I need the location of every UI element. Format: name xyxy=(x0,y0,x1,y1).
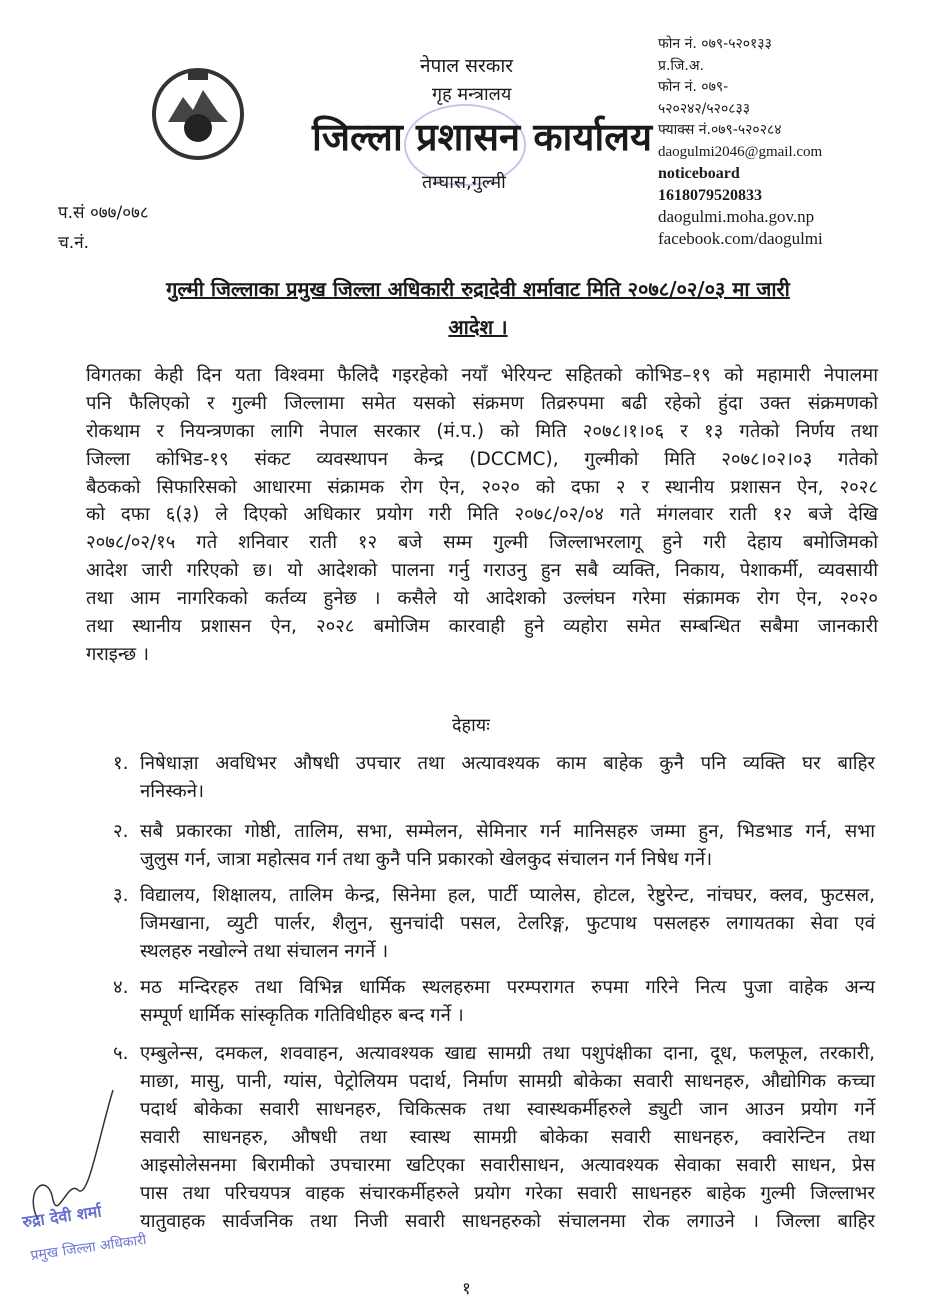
body-line: २०७८/०२/१५ गते शनिवार राती १२ बजे सम्म गुल्मी जिल्लाभरलागू हुने गरी देहाय बमोजिमको xyxy=(86,532,878,553)
body-line: पनि फैलिएको र गुल्मी जिल्लामा समेत यसको संक्रमण तिव्ररुपमा बढी रहेको हुंदा उक्त संक्रमणको xyxy=(86,393,878,414)
email: daogulmi2046@gmail.com xyxy=(658,143,823,160)
item-line: एम्बुलेन्स, दमकल, शववाहन, अत्यावश्यक खाद्य सामग्री तथा पशुपंक्षीका दाना, दूध, फलफूल, तरकारी, xyxy=(140,1043,875,1064)
item-line: स्थलहरु नखोल्ने तथा संचालन नगर्ने । xyxy=(140,941,389,962)
item-number: ४. xyxy=(113,977,129,998)
cdo-phone-prefix: फोन नं. ०७९- xyxy=(658,79,729,95)
item-line: सवारी साधनहरु, औषधी तथा स्वास्थ सामग्री बोकेका सवारी साधनहरु, क्वारेन्टिन तथा xyxy=(140,1127,875,1148)
dispatch-number: च.नं. xyxy=(58,233,90,253)
letter-number: प.सं ०७७/०७८ xyxy=(58,203,149,223)
item-line: ननिस्कने। xyxy=(140,781,205,802)
body-line: को दफा ६(३) ले दिएको अधिकार प्रयोग गरी मिति २०७८/०२/०४ गते मंगलवार राती १२ बजे देखि xyxy=(86,504,878,525)
body-line: जिल्ला कोभिड-१९ संकट व्यवस्थापन केन्द्र (DCCMC), गुल्मीको मिति २०७८।०२।०३ गतेको xyxy=(86,449,878,470)
item-line: निषेधाज्ञा अवधिभर औषधी उपचार तथा अत्यावश्यक काम बाहेक कुनै पनि व्यक्ति घर बाहिर xyxy=(140,753,875,774)
title-line-2: आदेश । xyxy=(448,315,508,339)
item-line: जिमखाना, व्युटी पार्लर, शैलुन, सुनचांदी पसल, टेलरिङ्ग, फुटपाथ पसलहरु लगायतका सेवा एवं xyxy=(140,913,875,934)
document-title xyxy=(88,270,868,346)
body-line: रोकथाम र नियन्त्रणका लागि नेपाल सरकार (मं.प.) को मिति २०७८।१।०६ र १३ गतेको निर्णय तथा xyxy=(86,421,878,442)
noticeboard-label: noticeboard xyxy=(658,165,740,182)
item-line: माछा, मासु, पानी, ग्यांस, पेट्रोलियम पदार्थ, निर्माण सामग्री बोकेका सवारी साधनहरु, औद्योगिक कच्चा xyxy=(140,1071,875,1092)
website: daogulmi.moha.gov.np xyxy=(658,207,815,226)
fax-number: फ्याक्स नं.०७९-५२०२८४ xyxy=(658,122,782,138)
body-line: तथा आम नागरिकको कर्तव्य हुनेछ । कसैले यो आदेशको उल्लंघन गरेमा संक्रामक रोग ऐन, २०२० xyxy=(86,588,878,609)
noticeboard-number: 1618079520833 xyxy=(658,186,762,204)
contact-block xyxy=(658,34,823,249)
cdo-phone-numbers: ५२०२४२/५२०८३३ xyxy=(658,100,751,117)
body-line: बैठकको सिफारिसको आधारमा संक्रामक रोग ऐन, २०२० को दफा २ र स्थानीय प्रशासन ऐन, २०२८ xyxy=(86,477,878,498)
office-name: जिल्ला प्रशासन कार्यालय xyxy=(312,115,653,159)
body-line: तथा स्थानीय प्रशासन ऐन, २०२८ बमोजिम कारवाही हुने व्यहोरा समेत सम्बन्धित सबैमा जानकारी xyxy=(86,616,878,637)
government-name: नेपाल सरकार xyxy=(420,55,514,77)
dehaya-heading: देहायः xyxy=(452,715,490,736)
item-number: २. xyxy=(113,821,129,842)
body-line: आदेश जारी गरिएको छ। यो आदेशको पालना गर्नु गराउनु हुन सबै व्यक्ति, निकाय, पेशाकर्मी, व्यवसायी xyxy=(86,560,878,581)
item-line: सबै प्रकारका गोष्ठी, तालिम, सभा, सम्मेलन, सेमिनार गर्न मानिसहरु जम्मा हुन, भिडभाड गर्न, सभा xyxy=(140,821,875,842)
item-line: पदार्थ बोकेका सवारी साधनहरु, चिकित्सक तथा स्वास्थकर्मीहरुले ड्युटी जान आउन प्रयोग गर्ने xyxy=(140,1099,875,1120)
item-number: १. xyxy=(113,753,129,774)
item-line: पास तथा परिचयपत्र वाहक संचारकर्मीहरुले प्रयोग गरेका सवारी साधनहरु बाहेक गुल्मी जिल्लाभर xyxy=(140,1183,875,1204)
nepal-emblem-logo xyxy=(148,62,248,162)
facebook: facebook.com/daogulmi xyxy=(658,228,823,248)
cdo-label: प्र.जि.अ. xyxy=(658,57,705,74)
office-phone: फोन नं. ०७९-५२०१३३ xyxy=(658,36,772,52)
item-line: सम्पूर्ण धार्मिक सांस्कृतिक गतिविधीहरु बन्द गर्ने । xyxy=(140,1005,464,1026)
item-line: आइसोलेसनमा बिरामीको उपचारमा खटिएका सवारीसाधन, अत्यावश्यक सेवाका सवारी साधन, प्रेस xyxy=(140,1155,875,1176)
body-line: विगतका केही दिन यता विश्वमा फैलिदै गइरहेको नयाँ भेरियन्ट सहितको कोभिड–१९ को महामारी नेपालमा xyxy=(86,365,878,386)
body-line: गराइन्छ । xyxy=(86,644,150,665)
stamp-name: रुद्रा देवी शर्मा xyxy=(21,1201,103,1232)
office-location: तम्घास,गुल्मी xyxy=(422,172,506,193)
stamp-designation: प्रमुख जिल्ला अधिकारी xyxy=(29,1231,148,1265)
title-line-1: गुल्मी जिल्लाका प्रमुख जिल्ला अधिकारी रुद्रादेवी शर्मावाट मिति २०७८/०२/०३ मा जारी xyxy=(166,277,790,301)
item-number: ३. xyxy=(113,885,129,906)
item-line: यातुवाहक सार्वजनिक तथा निजी सवारी साधनहरुको संचालनमा रोक लगाउने । जिल्ला बाहिर xyxy=(140,1211,875,1232)
item-line: विद्यालय, शिक्षालय, तालिम केन्द्र, सिनेमा हल, पार्टी प्यालेस, होटल, रेष्टुरेन्ट, नांचघर, क्लव, फुटसल, xyxy=(140,885,875,906)
item-line: मठ मन्दिरहरु तथा विभिन्न धार्मिक स्थलहरुमा परम्परागत रुपमा गरिने नित्य पुजा वाहेक अन्य xyxy=(140,977,875,998)
item-line: जुलुस गर्न, जात्रा महोत्सव गर्न तथा कुनै पनि प्रकारको खेलकुद संचालन गर्न निषेध गर्ने। xyxy=(140,849,713,870)
item-number: ५. xyxy=(113,1043,129,1064)
ministry-name: गृह मन्त्रालय xyxy=(432,84,512,105)
page-number: १ xyxy=(462,1279,471,1299)
